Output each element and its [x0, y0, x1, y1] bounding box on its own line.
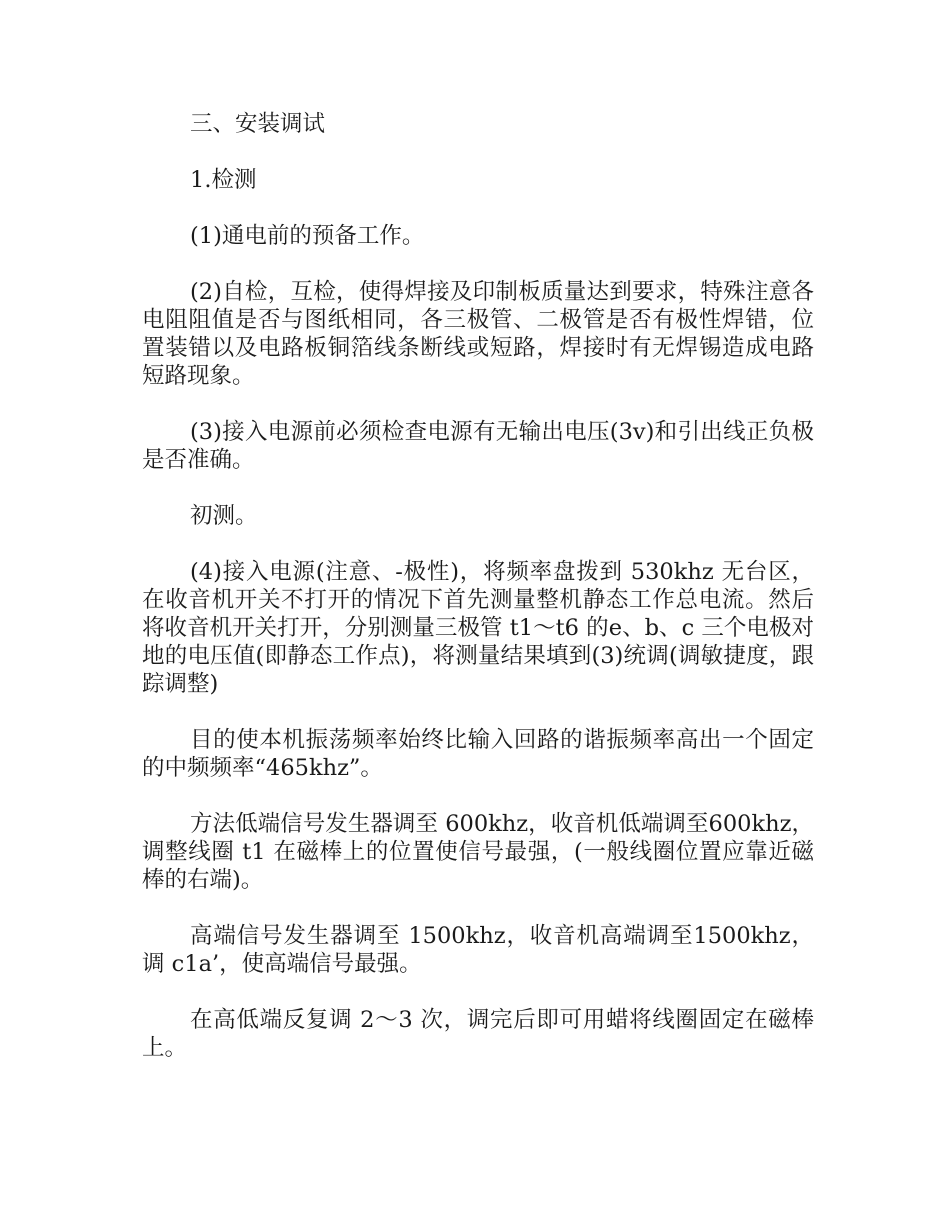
- paragraph: 高端信号发生器调至 1500khz，收音机高端调至1500khz，调 c1a’，使高端信号最强。: [142, 923, 814, 977]
- document-body: [142, 110, 814, 1062]
- paragraph: 初测。: [190, 503, 258, 529]
- paragraph: 目的使本机振荡频率始终比输入回路的谐振频率高出一个固定的中频频率“465khz”。: [142, 727, 814, 781]
- paragraph: 在高低端反复调 2～3 次，调完后即可用蜡将线圈固定在磁棒上。: [142, 1007, 814, 1061]
- section-heading: 三、安装调试: [190, 111, 326, 137]
- subsection-heading: 1.检测: [190, 167, 257, 193]
- paragraph: (2)自检，互检，使得焊接及印制板质量达到要求，特殊注意各电阻阻值是否与图纸相同，各三极管、二极管是否有极性焊错，位置装错以及电路板铜箔线条断线或短路，焊接时有无焊锡造成电路短路现象。: [142, 279, 814, 389]
- paragraph: (4)接入电源(注意、-极性)，将频率盘拨到 530khz 无台区，在收音机开关不打开的情况下首先测量整机静态工作总电流。然后将收音机开关打开，分别测量三极管 t1～t6 的e、b、c 三个电极对地的电压值(即静态工作点)，将测量结果填到(3)统调(调敏捷度，跟踪调整): [142, 559, 814, 697]
- paragraph: 方法低端信号发生器调至 600khz，收音机低端调至600khz，调整线圈 t1 在磁棒上的位置使信号最强，(一般线圈位置应靠近磁棒的右端)。: [142, 811, 814, 893]
- paragraph: (3)接入电源前必须检查电源有无输出电压(3v)和引出线正负极是否准确。: [142, 419, 814, 473]
- paragraph: (1)通电前的预备工作。: [190, 223, 425, 249]
